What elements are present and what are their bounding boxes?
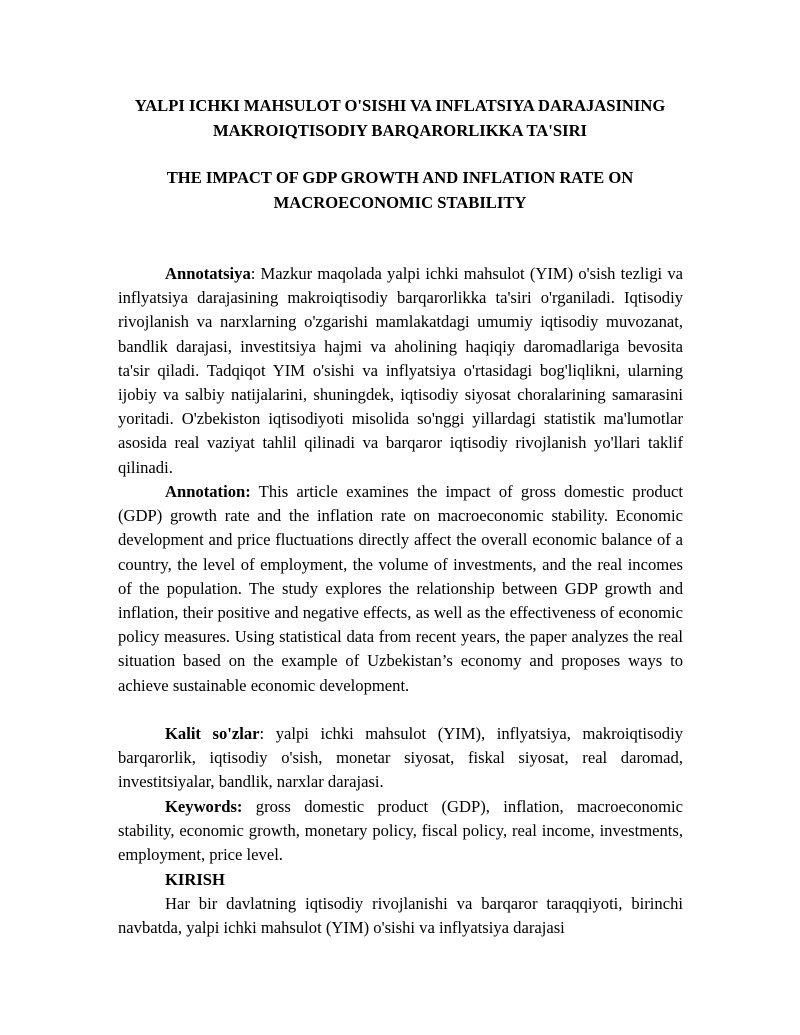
intro-paragraph-block	[118, 892, 683, 940]
keywords-uzbek-label: Kalit so'zlar	[165, 724, 260, 743]
intro-section	[118, 868, 683, 892]
intro-heading: KIRISH	[165, 870, 225, 889]
annotation-uzbek-label: Annotatsiya	[165, 264, 251, 283]
intro-paragraph: Har bir davlatning iqtisodiy rivojlanishi va barqaror taraqqiyoti, birinchi navbatda, yalpi ichki mahsulot (YIM) o'sishi va inflyatsiya darajasi	[118, 894, 683, 938]
annotation-uzbek-text: : Mazkur maqolada yalpi ichki mahsulot (YIM) o'sish tezligi va inflyatsiya darajasining makroiqtisodiy barqarorlikka ta'siri o'rganiladi. Iqtisodiy rivojlanish va narxlarning o'zgarishi mamlakatdagi umumiy iqtisodiy muvozanat, bandlik darajasi, investitsiya hajmi va aholining haqiqiy daromadlariga bevosita ta'sir qiladi. Tadqiqot YIM o'sishi va inflyatsiya o'rtasidagi bog'liqlikni, ularning ijobiy va salbiy natijalarini, shuningdek, iqtisodiy siyosat choralarining samarasini yoritadi. O'zbekiston iqtisodiyoti misolida so'nggi yillardagi statistik ma'lumotlar asosida real vaziyat tahlil qilinadi va barqaror iqtisodiy rivojlanish yo'llari taklif qilinadi.	[118, 264, 683, 477]
title-uzbek: YALPI ICHKI MAHSULOT O'SISHI VA INFLATSIYA DARAJASINING MAKROIQTISODIY BARQARORLIKKA TA'SIRI	[134, 96, 666, 140]
keywords-english-text: gross domestic product (GDP), inflation, macroeconomic stability, economic growth, monetary policy, fiscal policy, real income, investments, employment, price level.	[118, 797, 683, 865]
annotation-uzbek	[118, 262, 683, 480]
title-english: THE IMPACT OF GDP GROWTH AND INFLATION RATE ON MACROECONOMIC STABILITY	[166, 168, 634, 212]
keywords-uzbek	[118, 722, 683, 795]
annotation-english-text: This article examines the impact of gross domestic product (GDP) growth rate and the inflation rate on macroeconomic stability. Economic development and price fluctuations directly affect the overall economic balance of a country, the level of employment, the volume of investments, and the real incomes of the population. The study explores the relationship between GDP growth and inflation, their positive and negative effects, as well as the effectiveness of economic policy measures. Using statistical data from recent years, the paper analyzes the real situation based on the example of Uzbekistan’s economy and proposes ways to achieve sustainable economic development.	[118, 482, 683, 695]
annotation-english	[118, 480, 683, 698]
keywords-uzbek-text: : yalpi ichki mahsulot (YIM), inflyatsiya, makroiqtisodiy barqarorlik, iqtisodiy o'sish, monetar siyosat, fiskal siyosat, real daromad, investitsiyalar, bandlik, narxlar darajasi.	[118, 724, 683, 792]
keywords-english	[118, 795, 683, 868]
annotation-english-label: Annotation:	[165, 482, 251, 501]
keywords-english-label: Keywords:	[165, 797, 243, 816]
